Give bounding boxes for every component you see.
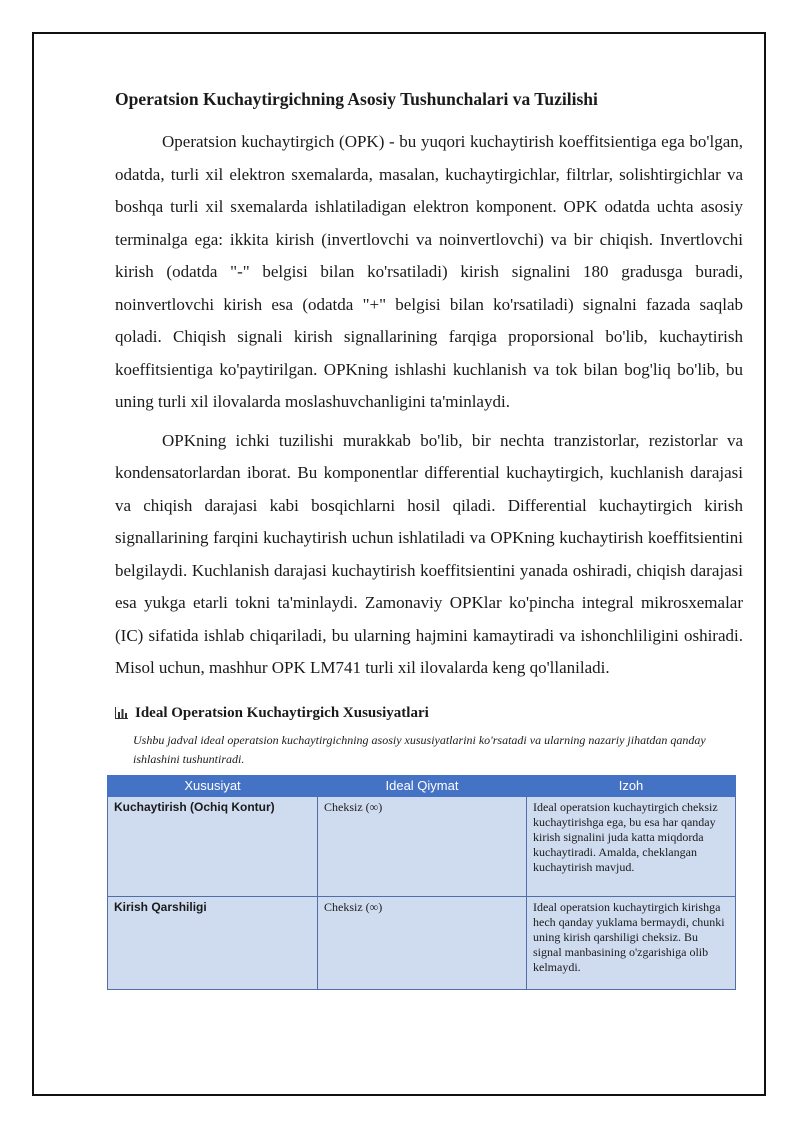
document-title: Operatsion Kuchaytirgichning Asosiy Tushunchalari va Tuzilishi bbox=[115, 89, 598, 109]
table-caption: Ushbu jadval ideal operatsion kuchaytirgichning asosiy xususiyatlarini ko'rsatadi va ularning nazariy jihatdan qanday ishlashini tushuntiradi. bbox=[133, 732, 706, 766]
cell-note: Ideal operatsion kuchaytirgich kirishga hech qanday yuklama bermaydi, chunki uning kirish qarshiligi cheksiz. Bu signal manbasining o'zgarishiga olib kelmaydi. bbox=[527, 896, 736, 989]
table-row bbox=[108, 896, 736, 989]
document-body bbox=[115, 84, 743, 990]
cell-property: Kirish Qarshiligi bbox=[108, 896, 318, 989]
column-header-property: Xususiyat bbox=[108, 775, 318, 796]
properties-table bbox=[107, 775, 736, 990]
section-heading-text: Ideal Operatsion Kuchaytirgich Xususiyatlari bbox=[135, 704, 429, 721]
bar-chart-icon bbox=[115, 707, 128, 719]
paragraph-structure: OPKning ichki tuzilishi murakkab bo'lib, bir nechta tranzistorlar, rezistorlar va kondensatorlardan iborat. Bu komponentlar differential kuchaytirgich, kuchlanish darajasi va chiqish darajasi kabi bosqichlarni hosil qiladi. Differential kuchaytirgich kirish signallarining farqini kuchaytirish uchun ishlatiladi va OPKning kuchaytirish koeffitsientini belgilaydi. Kuchlanish darajasi kuchaytirish koeffitsientini yanada oshiradi, chiqish darajasi esa yukga etarli tokni ta'minlaydi. Zamonaviy OPKlar ko'pincha integral mikrosxemalar (IC) sifatida ishlab chiqariladi, bu ularning hajmini kamaytiradi va ishonchliligini oshiradi. Misol uchun, mashhur OPK LM741 turli xil ilovalarda keng qo'llaniladi. bbox=[115, 430, 743, 677]
column-header-note: Izoh bbox=[527, 775, 736, 796]
column-header-ideal-value: Ideal Qiymat bbox=[318, 775, 527, 796]
cell-note: Ideal operatsion kuchaytirgich cheksiz kuchaytirishga ega, bu esa har qanday kirish signalini juda katta miqdorda kuchaytiradi. Amalda, cheklangan kuchaytirish mavjud. bbox=[527, 796, 736, 896]
cell-ideal-value: Cheksiz (∞) bbox=[318, 896, 527, 989]
table-row bbox=[108, 796, 736, 896]
cell-property: Kuchaytirish (Ochiq Kontur) bbox=[108, 796, 318, 896]
paragraph-intro: Operatsion kuchaytirgich (OPK) - bu yuqori kuchaytirish koeffitsientiga ega bo'lgan, odatda, turli xil elektron sxemalarda, masalan, kuchaytirgichlar, filtrlar, solishtirgichlar va boshqa turli xil sxemalarda ishlatiladigan elektron komponent. OPK odatda uchta asosiy terminalga ega: ikkita kirish (invertlovchi va noinvertlovchi) va bir chiqish. Invertlovchi kirish (odatda "-" belgisi bilan ko'rsatiladi) kirish signalini 180 gradusga buradi, noinvertlovchi kirish esa (odatda "+" belgisi bilan ko'rsatiladi) signalni fazada saqlab qoladi. Chiqish signali kirish signallarining farqiga proporsional bo'lib, kuchaytirish koeffitsientiga ko'paytirilgan. OPKning ishlashi kuchlanish va tok bilan bog'liq bo'lib, bu uning turli xil ilovalarda moslashuvchanligini ta'minlaydi. bbox=[115, 132, 743, 411]
table-header-row bbox=[108, 775, 736, 796]
section-heading bbox=[115, 703, 743, 723]
cell-ideal-value: Cheksiz (∞) bbox=[318, 796, 527, 896]
